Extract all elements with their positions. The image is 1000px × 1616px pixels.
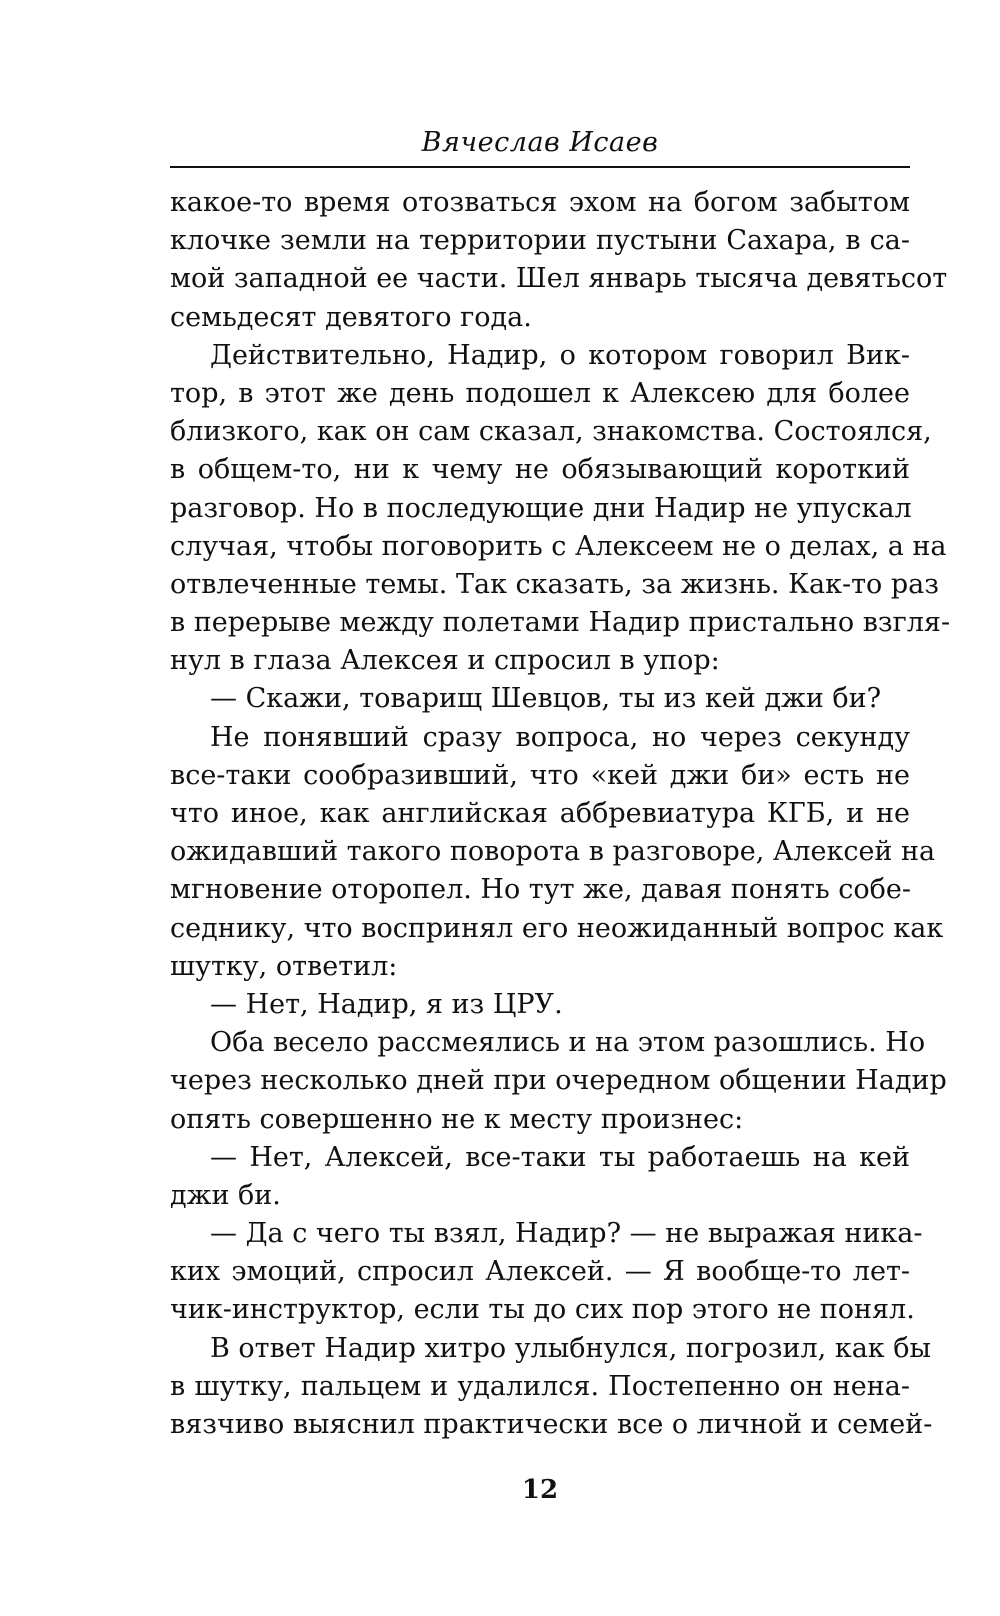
text-line: что иное, как английская аббревиатура КГБ, и не	[170, 798, 910, 829]
book-page	[170, 0, 951, 1616]
text-line: — Да с чего ты взял, Надир? — не выражая ника-	[210, 1218, 923, 1250]
text-line: мой западной ее части. Шел январь тысяча девятьсот	[170, 263, 948, 295]
running-head-author: Вячеслав Исаев	[421, 127, 659, 158]
text-line: ожидавший такого поворота в разговоре, Алексей на	[170, 836, 936, 868]
text-line: все-таки сообразивший, что «кей джи би» есть не	[170, 759, 910, 791]
text-line: близкого, как он сам сказал, знакомства. Состоялся,	[170, 416, 932, 448]
text-line: отвлеченные темы. Так сказать, за жизнь. Как-то раз	[170, 568, 939, 600]
text-line: мгновение оторопел. Но тут же, давая понять собе-	[170, 874, 911, 906]
text-line: семьдесят девятого года.	[170, 301, 532, 333]
text-line: опять совершенно не к месту произнес:	[170, 1103, 744, 1135]
text-line: вязчиво выяснил практически все о личной и семей-	[170, 1409, 933, 1440]
text-line: чик-инструктор, если ты до сих пор этого не понял.	[170, 1294, 915, 1326]
text-line: Не понявший сразу вопроса, но через секунду	[210, 721, 910, 753]
text-line: в перерыве между полетами Надир пристально взгля-	[170, 607, 951, 639]
text-line: ких эмоций, спросил Алексей. — Я вообще-то лет-	[170, 1256, 910, 1288]
text-line: В ответ Надир хитро улыбнулся, погрозил, как бы	[210, 1332, 932, 1364]
body-text	[170, 184, 951, 1444]
text-line: разговор. Но в последующие дни Надир не упускал	[170, 492, 912, 524]
text-line: Оба весело рассмеялись и на этом разошлись. Но	[210, 1027, 926, 1059]
text-line: — Нет, Алексей, все-таки ты работаешь на кей	[210, 1141, 910, 1173]
text-line: клочке земли на территории пустыни Сахара, в са-	[170, 225, 910, 257]
text-line: тор, в этот же день подошел к Алексею для более	[170, 377, 910, 409]
text-line: в общем-то, ни к чему не обязывающий короткий	[170, 454, 910, 486]
text-line: джи би.	[170, 1179, 281, 1211]
text-line: в шутку, пальцем и удалился. Постепенно он нена-	[170, 1370, 910, 1402]
text-line: через несколько дней при очередном общении Надир	[170, 1065, 947, 1097]
text-line: седнику, что воспринял его неожиданный вопрос как	[170, 912, 944, 944]
text-line: — Скажи, товарищ Шевцов, ты из кей джи би?	[210, 683, 882, 715]
text-line: случая, чтобы поговорить с Алексеем не о делах, а на	[170, 530, 947, 562]
text-line: шутку, ответил:	[170, 950, 398, 982]
text-line: Действительно, Надир, о котором говорил Вик-	[210, 339, 910, 371]
text-line: какое-то время отозваться эхом на богом забытом	[170, 187, 910, 218]
text-line: — Нет, Надир, я из ЦРУ.	[210, 988, 563, 1020]
page-number: 12	[521, 1475, 559, 1505]
text-line: нул в глаза Алексея и спросил в упор:	[170, 645, 720, 677]
header-rule	[170, 166, 910, 168]
